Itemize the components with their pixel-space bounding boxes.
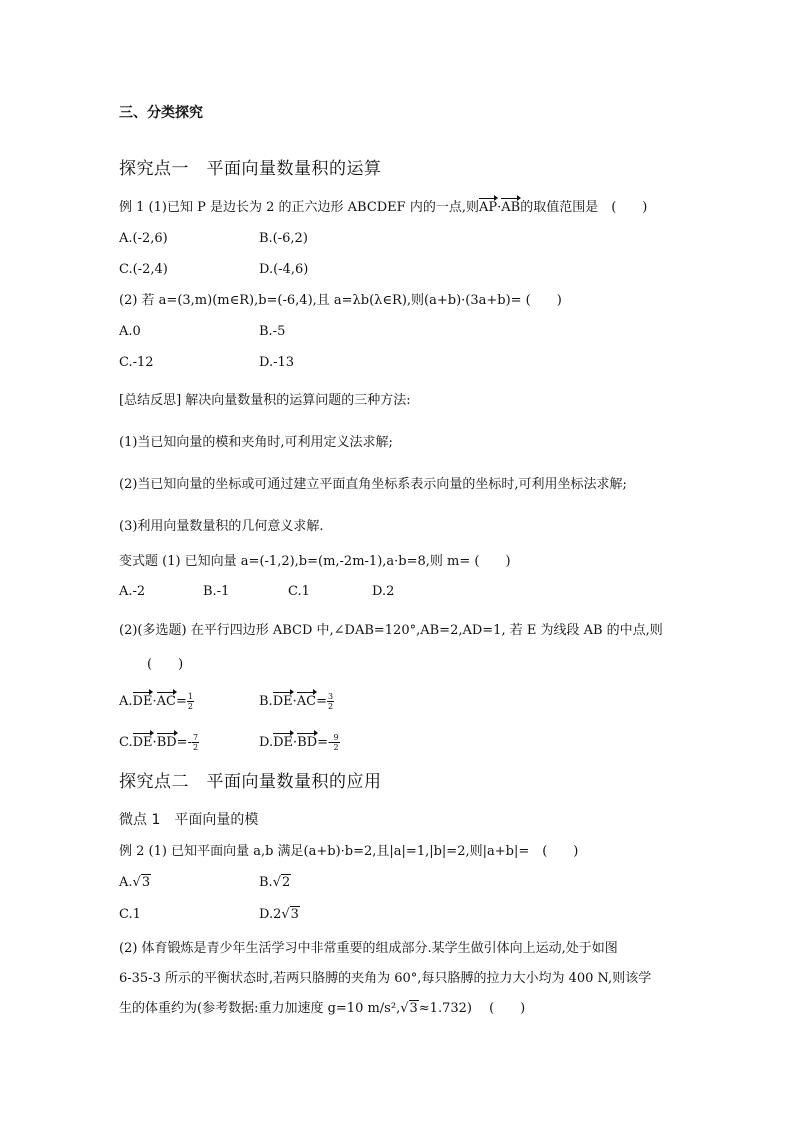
- square-root: √3: [132, 875, 151, 890]
- summary-method-2: (2)当已知向量的坐标或可通过建立平面直角坐标系表示向量的坐标时,可利用坐标法求解;: [119, 477, 627, 492]
- ex1-1-option-a: A.(-2,6): [119, 231, 168, 246]
- ex1-2-option-b: B.-5: [259, 324, 286, 339]
- variant1-option-c: C.1: [288, 584, 310, 599]
- square-root: √2: [272, 875, 291, 890]
- variant2-option-a: A.DE·AC= $\frac{1}{2}$: [119, 692, 193, 711]
- ex1-2-option-a: A.0: [119, 324, 141, 339]
- fraction: $\frac{1}{2}$: [187, 692, 193, 711]
- variant1-option-d: D.2: [372, 584, 395, 599]
- vector-ac: AC: [156, 694, 176, 709]
- vector-bd: BD: [297, 735, 318, 750]
- stem-suffix: 的取值范围是 ( ): [520, 200, 648, 215]
- vector-de: DE: [272, 694, 293, 709]
- ex1-1-option-b: B.(-6,2): [259, 231, 308, 246]
- ex2-1-option-d: D.2√3: [259, 907, 299, 922]
- variant2-stem: (2)(多选题) 在平行四边形 ABCD 中,∠DAB=120°,AB=2,AD=1, 若 E 为线段 AB 的中点,则: [119, 623, 663, 638]
- ex1-2-option-c: C.-12: [119, 355, 154, 370]
- dot-operator: ·: [497, 200, 502, 215]
- section-title: 三、分类探究: [119, 105, 203, 121]
- vector-de: DE: [132, 735, 153, 750]
- vector-ap: AP: [478, 200, 498, 215]
- example2-part2-line3: 生的体重约为(参考数据:重力加速度 g=10 m/s²,√3≈1.732) ( ): [119, 1001, 526, 1016]
- variant2-option-d: D.DE·BD=- $\frac{9}{2}$: [259, 733, 339, 752]
- point2-heading: 探究点二 平面向量数量积的应用: [119, 772, 382, 792]
- variant1-stem: 变式题 (1) 已知向量 a=(-1,2),b=(m,-2m-1),a·b=8,则 m= ( ): [119, 554, 511, 569]
- example2-part2-line2: 6-35-3 所示的平衡状态时,若两只胳膊的夹角为 60°,每只胳膊的拉力大小均为 400 N,则该学: [119, 971, 652, 986]
- vector-de: DE: [132, 694, 153, 709]
- vector-de: DE: [273, 735, 294, 750]
- variant2-answer-paren: ( ): [147, 657, 184, 672]
- variant2-option-b: B.DE·AC= $\frac{3}{2}$: [259, 692, 334, 711]
- point1-heading: 探究点一 平面向量数量积的运算: [119, 159, 382, 179]
- fraction: $\frac{3}{2}$: [328, 692, 334, 711]
- ex2-1-option-b: B.√2: [259, 875, 291, 890]
- point2-subheading: 微点 1 平面向量的模: [119, 812, 259, 828]
- square-root: √3: [400, 1001, 418, 1016]
- example1-part1-stem: [119, 199, 647, 217]
- fraction: $\frac{7}{2}$: [192, 733, 199, 752]
- vector-ac: AC: [296, 694, 317, 709]
- variant1-option-a: A.-2: [119, 584, 146, 599]
- vector-bd: BD: [156, 735, 177, 750]
- ex2-1-option-c: C.1: [119, 907, 141, 922]
- variant1-option-b: B.-1: [203, 584, 230, 599]
- ex1-2-option-d: D.-13: [259, 355, 295, 370]
- example2-part2-line1: (2) 体育锻炼是青少年生活学习中非常重要的组成部分.某学生做引体向上运动,处于如图: [119, 941, 618, 956]
- square-root: √3: [281, 907, 299, 922]
- ex2-1-option-a: A.√3: [119, 875, 151, 890]
- summary-intro: [总结反思] 解决向量数量积的运算问题的三种方法:: [119, 393, 411, 408]
- ex1-1-option-d: D.(-4,6): [259, 262, 309, 277]
- variant2-option-c: C.DE·BD=- $\frac{7}{2}$: [119, 733, 199, 752]
- summary-method-3: (3)利用向量数量积的几何意义求解.: [119, 519, 324, 534]
- ex1-1-option-c: C.(-2,4): [119, 262, 168, 277]
- example2-part1-stem: 例 2 (1) 已知平面向量 a,b 满足(a+b)·b=2,且|a|=1,|b|=2,则|a+b|= ( ): [119, 844, 579, 859]
- example1-part2-stem: (2) 若 a=(3,m)(m∈R),b=(-6,4),且 a=λb(λ∈R),则(a+b)·(3a+b)= ( ): [119, 293, 562, 308]
- vector-ab: AB: [501, 200, 521, 215]
- summary-method-1: (1)当已知向量的模和夹角时,可利用定义法求解;: [119, 435, 393, 450]
- fraction: $\frac{9}{2}$: [333, 733, 339, 752]
- stem-prefix: 例 1 (1)已知 P 是边长为 2 的正六边形 ABCDEF 内的一点,则: [119, 200, 479, 215]
